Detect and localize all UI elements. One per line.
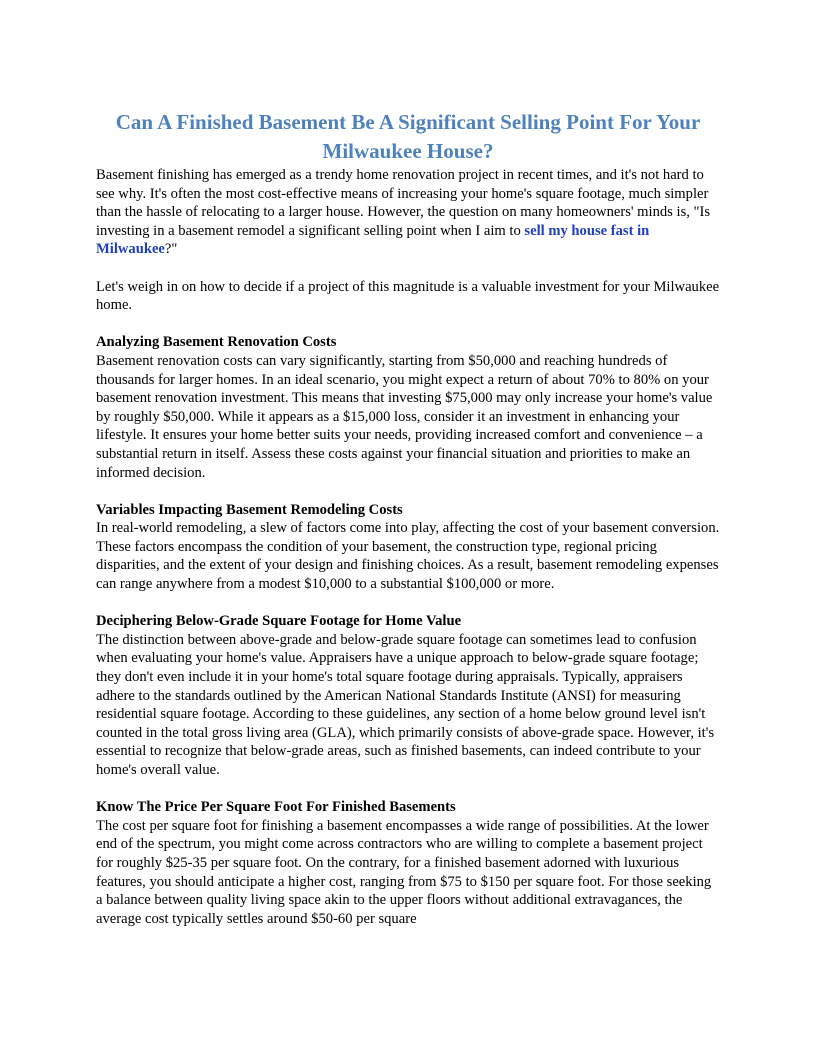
section-heading: Know The Price Per Square Foot For Finished Basements [96,799,456,816]
section-renovation-costs [96,333,720,482]
paragraph-spacer [96,594,720,613]
section-heading: Variables Impacting Basement Remodeling Costs [96,501,403,518]
intro-second-paragraph: Let's weigh in on how to decide if a project of this magnitude is a valuable investment for your Milwaukee home. [96,278,720,314]
section-body: Basement renovation costs can vary significantly, starting from $50,000 and reaching hundreds of thousands for larger homes. In an ideal scenario, you might expect a return of about 70% to 80% on your basement renovation investment. This means that investing $75,000 may only increase your home's value by roughly $50,000. While it appears as a $15,000 loss, consider it an investment in enhancing your lifestyle. It ensures your home better suits your needs, providing increased comfort and convenience – a substantial return in itself. Assess these costs against your financial situation and priorities to make an informed decision. [96,352,713,481]
document-title: Can A Finished Basement Be A Significant Selling Point For Your Milwaukee House? [115,110,701,163]
intro-paragraph [96,166,720,259]
paragraph-spacer [96,780,720,799]
intro-text-end: ?" [164,241,178,258]
document-page [96,108,720,928]
section-heading: Deciphering Below-Grade Square Footage for Home Value [96,613,462,630]
section-body: The cost per square foot for finishing a basement encompasses a wide range of possibilities. At the lower end of the spectrum, you might come across contractors who are willing to complete a basement project for roughly $25-35 per square foot. On the contrary, for a finished basement adorned with luxurious features, you should anticipate a higher cost, ranging from $75 to $150 per square foot. For those seeking a balance between quality living space akin to the upper floors without additional extravagances, the average cost typically settles around $50-60 per square [96,817,712,927]
section-remodeling-variables [96,501,720,594]
paragraph-spacer [96,482,720,501]
paragraph-spacer [96,315,720,334]
section-body: The distinction between above-grade and below-grade square footage can sometimes lead to confusion when evaluating your home's value. Appraisers have a unique approach to below-grade square footage; they don't even include it in your home's total square footage during appraisals. Typically, appraisers adhere to the standards outlined by the American National Standards Institute (ANSI) for measuring residential square footage. According to these guidelines, any section of a home below ground level isn't counted in the total gross living area (GLA), which primarily consists of above-grade space. However, it's essential to recognize that below-grade areas, such as finished basements, can indeed contribute to your home's overall value. [96,631,715,778]
sell-house-link[interactable]: sell my house fast in Milwaukee [96,222,650,258]
section-price-per-square-foot [96,798,720,928]
section-heading: Analyzing Basement Renovation Costs [96,334,337,351]
paragraph-spacer [96,259,720,278]
section-below-grade-footage [96,612,720,779]
intro-text: Basement finishing has emerged as a trendy home renovation project in recent times, and it's not hard to see why. It's often the most cost-effective means of increasing your home's square footage, much simpler than the hassle of relocating to a larger house. However, the question on many homeowners' minds is, "Is investing in a basement remodel a significant selling point when I aim to [96,167,711,239]
section-body: In real-world remodeling, a slew of factors come into play, affecting the cost of your basement conversion. These factors encompass the condition of your basement, the construction type, regional pricing disparities, and the extent of your design and finishing choices. As a result, basement remodeling expenses can range anywhere from a modest $10,000 to a substantial $100,000 or more. [96,520,720,593]
